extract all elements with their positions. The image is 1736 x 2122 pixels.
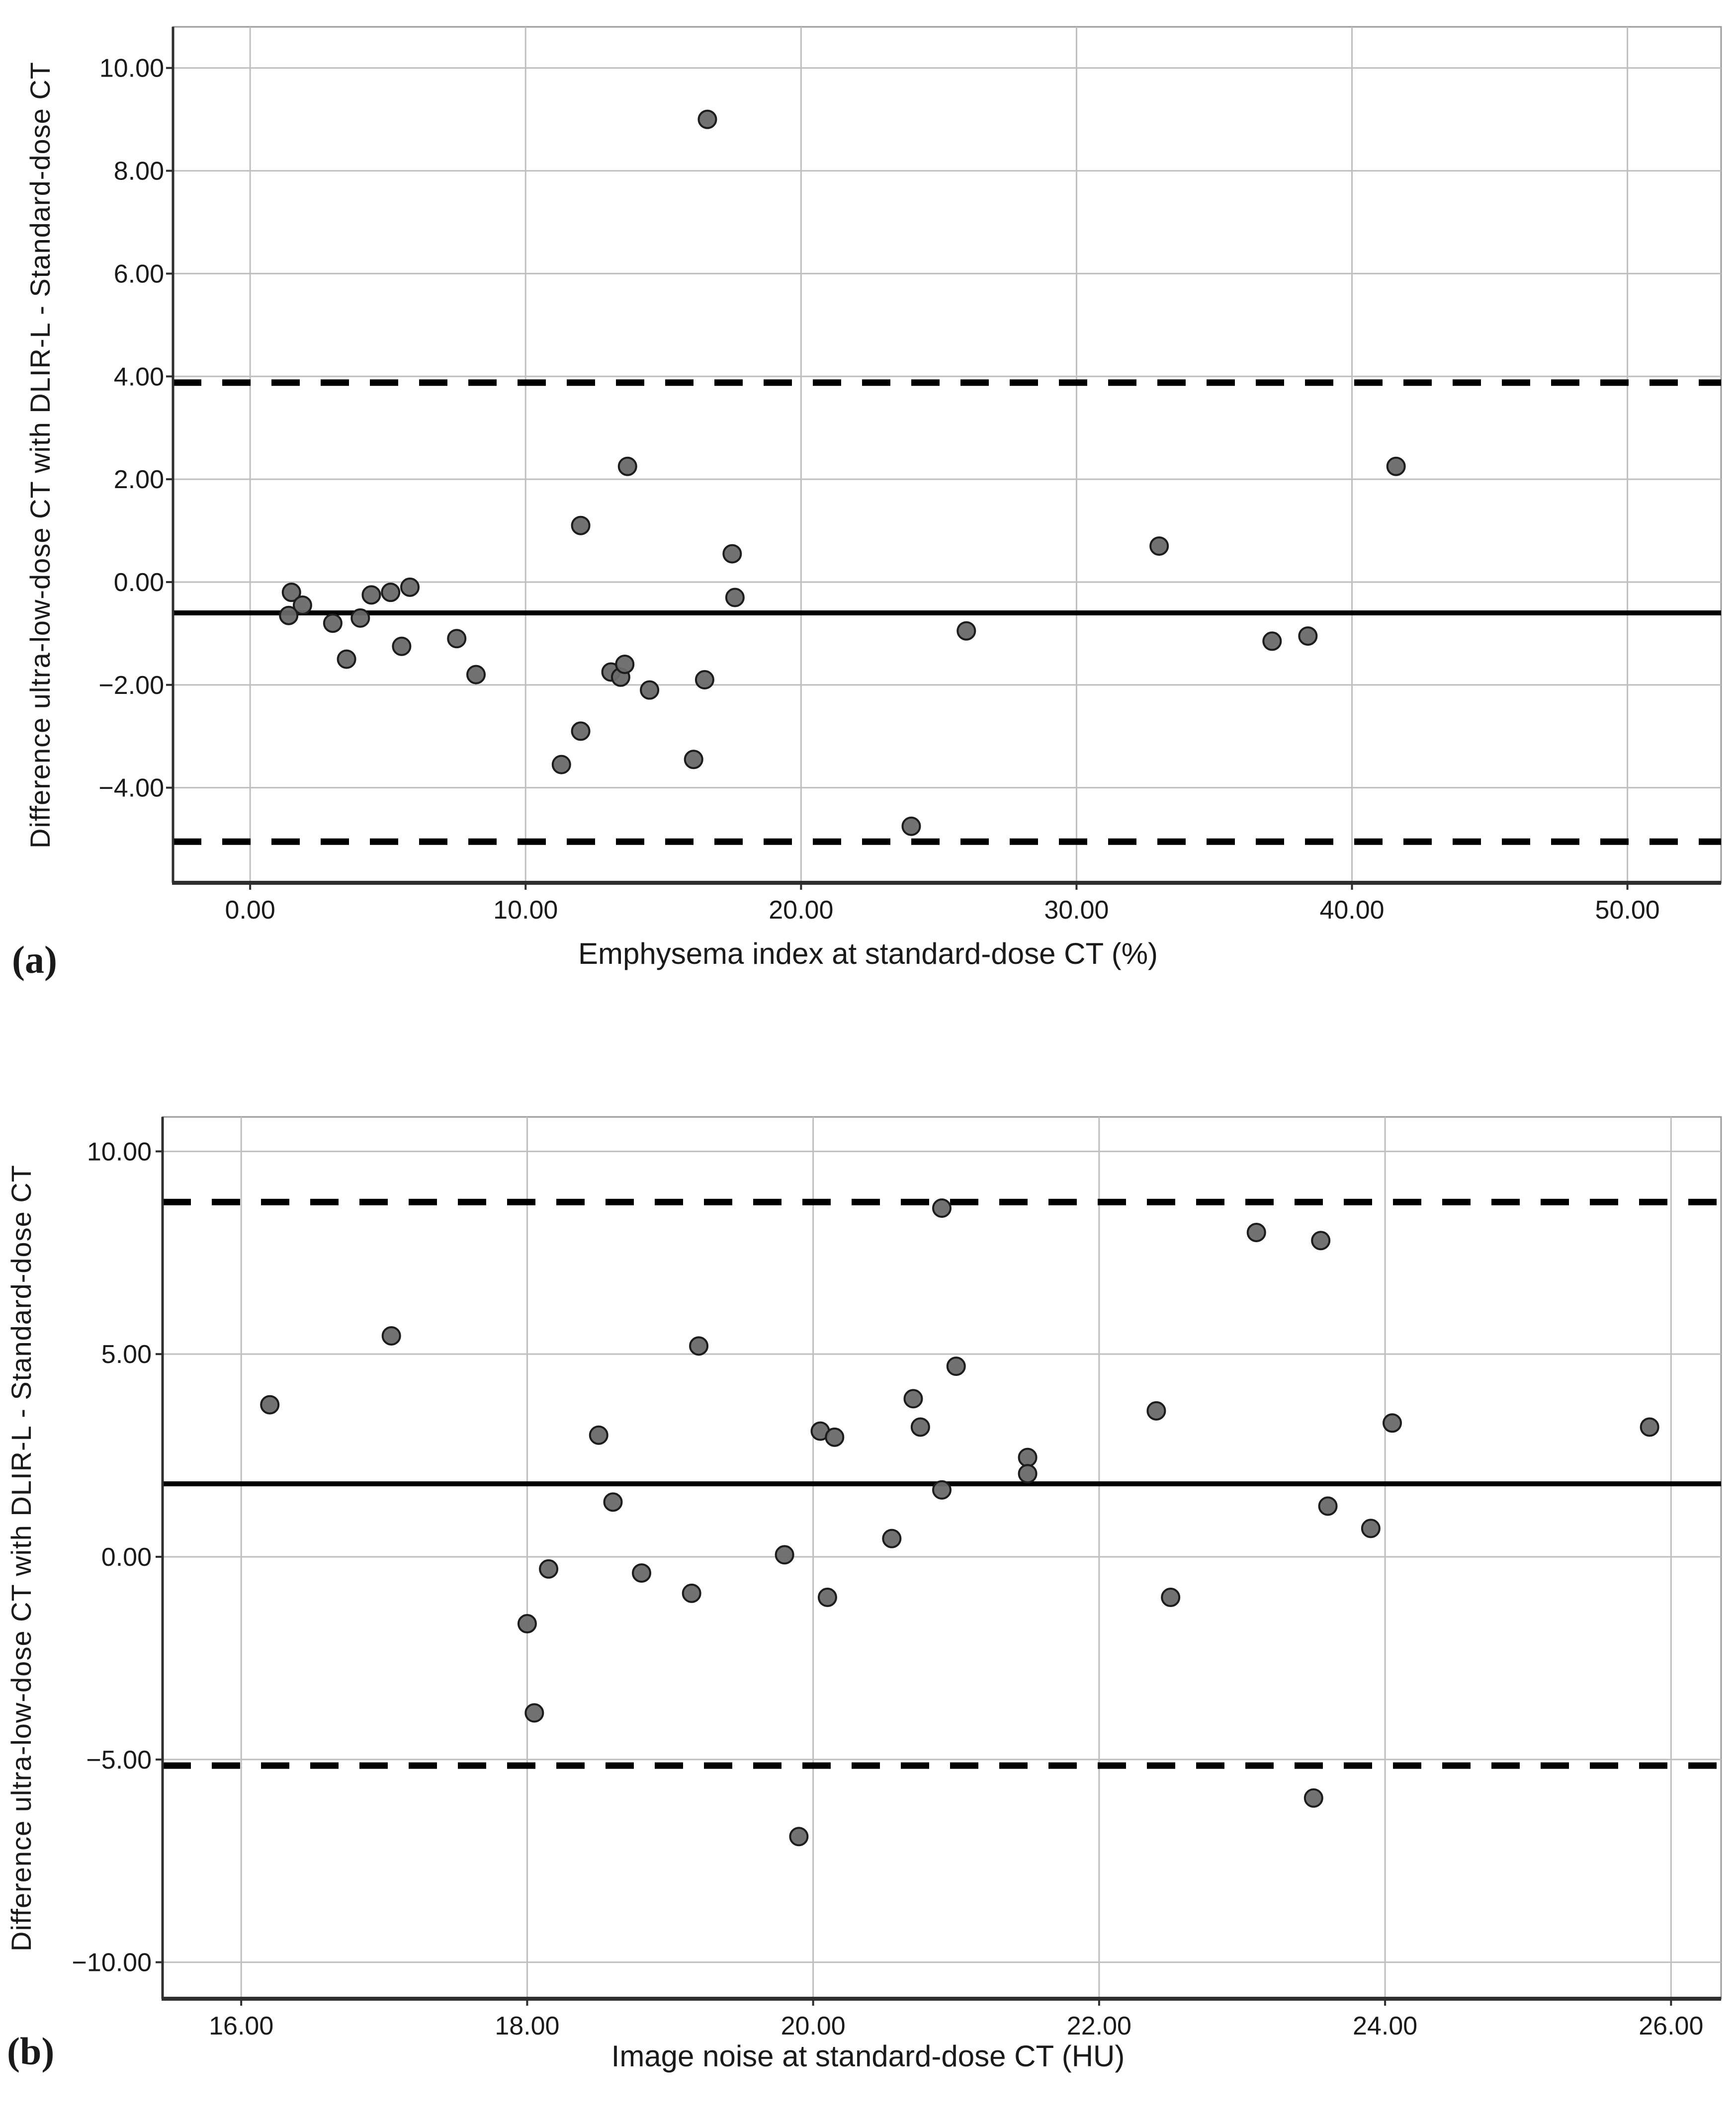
panel-b: [0, 1034, 1736, 2122]
data-point: [698, 111, 716, 128]
y-tick-label: −10.00: [72, 1948, 152, 1977]
data-point: [553, 756, 570, 773]
panel-label-b: (b): [7, 2030, 55, 2073]
data-point: [1263, 632, 1281, 650]
scatter-plot-b: [0, 1034, 1736, 2122]
y-tick-label: −4.00: [98, 773, 164, 803]
data-point: [619, 458, 636, 475]
data-point: [726, 589, 744, 606]
data-point: [604, 1493, 621, 1511]
panel-a: [0, 0, 1736, 1034]
data-point: [826, 1429, 843, 1446]
panel-label-a: (a): [12, 938, 57, 981]
x-tick-label: 50.00: [1595, 896, 1660, 925]
data-point: [1147, 1402, 1165, 1420]
data-point: [1299, 627, 1316, 645]
x-tick-label: 30.00: [1044, 896, 1109, 925]
x-axis-title-a: Emphysema index at standard-dose CT (%): [578, 937, 1158, 970]
data-point: [685, 751, 702, 768]
data-point: [957, 622, 975, 640]
data-point: [904, 1390, 922, 1407]
data-point: [1362, 1520, 1380, 1537]
data-point: [933, 1199, 951, 1217]
data-point: [324, 614, 342, 632]
x-tick-label: 40.00: [1319, 896, 1385, 925]
y-axis-title-a: Difference ultra-low-dose CT with DLIR-L - Standard-dose CT: [24, 61, 56, 849]
data-point: [1019, 1449, 1037, 1466]
data-point: [776, 1546, 793, 1563]
y-tick-label: 5.00: [101, 1340, 152, 1369]
data-point: [819, 1589, 836, 1606]
data-point: [448, 630, 465, 647]
x-tick-label: 24.00: [1353, 2012, 1418, 2040]
data-point: [393, 638, 410, 655]
data-point: [572, 722, 590, 740]
data-point: [382, 584, 399, 601]
scatter-plot-a: [0, 0, 1736, 1034]
data-point: [696, 671, 713, 688]
data-point: [401, 579, 419, 596]
data-point: [1248, 1224, 1265, 1241]
data-point: [1384, 1414, 1401, 1432]
x-tick-label: 22.00: [1066, 2012, 1131, 2040]
x-tick-label: 0.00: [225, 896, 275, 925]
data-point: [723, 545, 741, 563]
plot-frame: [173, 27, 1721, 883]
data-point: [1312, 1232, 1329, 1249]
y-tick-label: 8.00: [113, 157, 164, 186]
data-point: [1319, 1498, 1337, 1515]
data-point: [1641, 1418, 1658, 1436]
data-point: [633, 1564, 650, 1582]
data-point: [902, 818, 920, 835]
data-point: [1388, 458, 1405, 475]
y-tick-label: −2.00: [98, 671, 164, 700]
x-axis-title-b: Image noise at standard-dose CT (HU): [611, 2039, 1125, 2073]
data-point: [616, 656, 633, 673]
data-point: [280, 607, 297, 624]
data-point: [933, 1481, 951, 1499]
y-tick-label: 2.00: [113, 465, 164, 495]
y-tick-label: 6.00: [113, 259, 164, 289]
data-point: [572, 517, 590, 534]
data-point: [1305, 1789, 1322, 1807]
data-point: [540, 1560, 557, 1578]
x-tick-label: 26.00: [1639, 2012, 1704, 2040]
plot-frame: [163, 1117, 1721, 1999]
data-point: [525, 1704, 543, 1721]
y-tick-label: 0.00: [113, 568, 164, 597]
data-point: [467, 666, 485, 683]
data-point: [261, 1396, 278, 1414]
data-point: [641, 681, 658, 699]
data-point: [338, 651, 355, 668]
x-tick-label: 10.00: [493, 896, 558, 925]
data-point: [519, 1615, 536, 1632]
y-tick-label: −5.00: [86, 1745, 152, 1775]
data-point: [912, 1418, 929, 1436]
y-tick-label: 10.00: [87, 1137, 152, 1167]
y-axis-title-b: Difference ultra-low-dose CT with DLIR-L - Standard-dose CT: [5, 1164, 37, 1952]
x-tick-label: 18.00: [495, 2012, 560, 2040]
x-tick-label: 20.00: [781, 2012, 846, 2040]
data-point: [1019, 1465, 1037, 1482]
y-tick-label: 4.00: [113, 362, 164, 392]
data-point: [948, 1358, 965, 1375]
y-tick-label: 0.00: [101, 1542, 152, 1572]
data-point: [883, 1530, 900, 1547]
data-point: [1162, 1589, 1179, 1606]
x-tick-label: 20.00: [769, 896, 834, 925]
x-tick-label: 16.00: [209, 2012, 274, 2040]
data-point: [383, 1327, 400, 1345]
data-point: [690, 1337, 707, 1355]
data-point: [790, 1828, 807, 1845]
data-point: [362, 586, 380, 603]
data-point: [1150, 537, 1168, 555]
y-tick-label: 10.00: [99, 54, 164, 83]
data-point: [351, 609, 369, 627]
data-point: [683, 1585, 700, 1602]
data-point: [590, 1427, 608, 1444]
